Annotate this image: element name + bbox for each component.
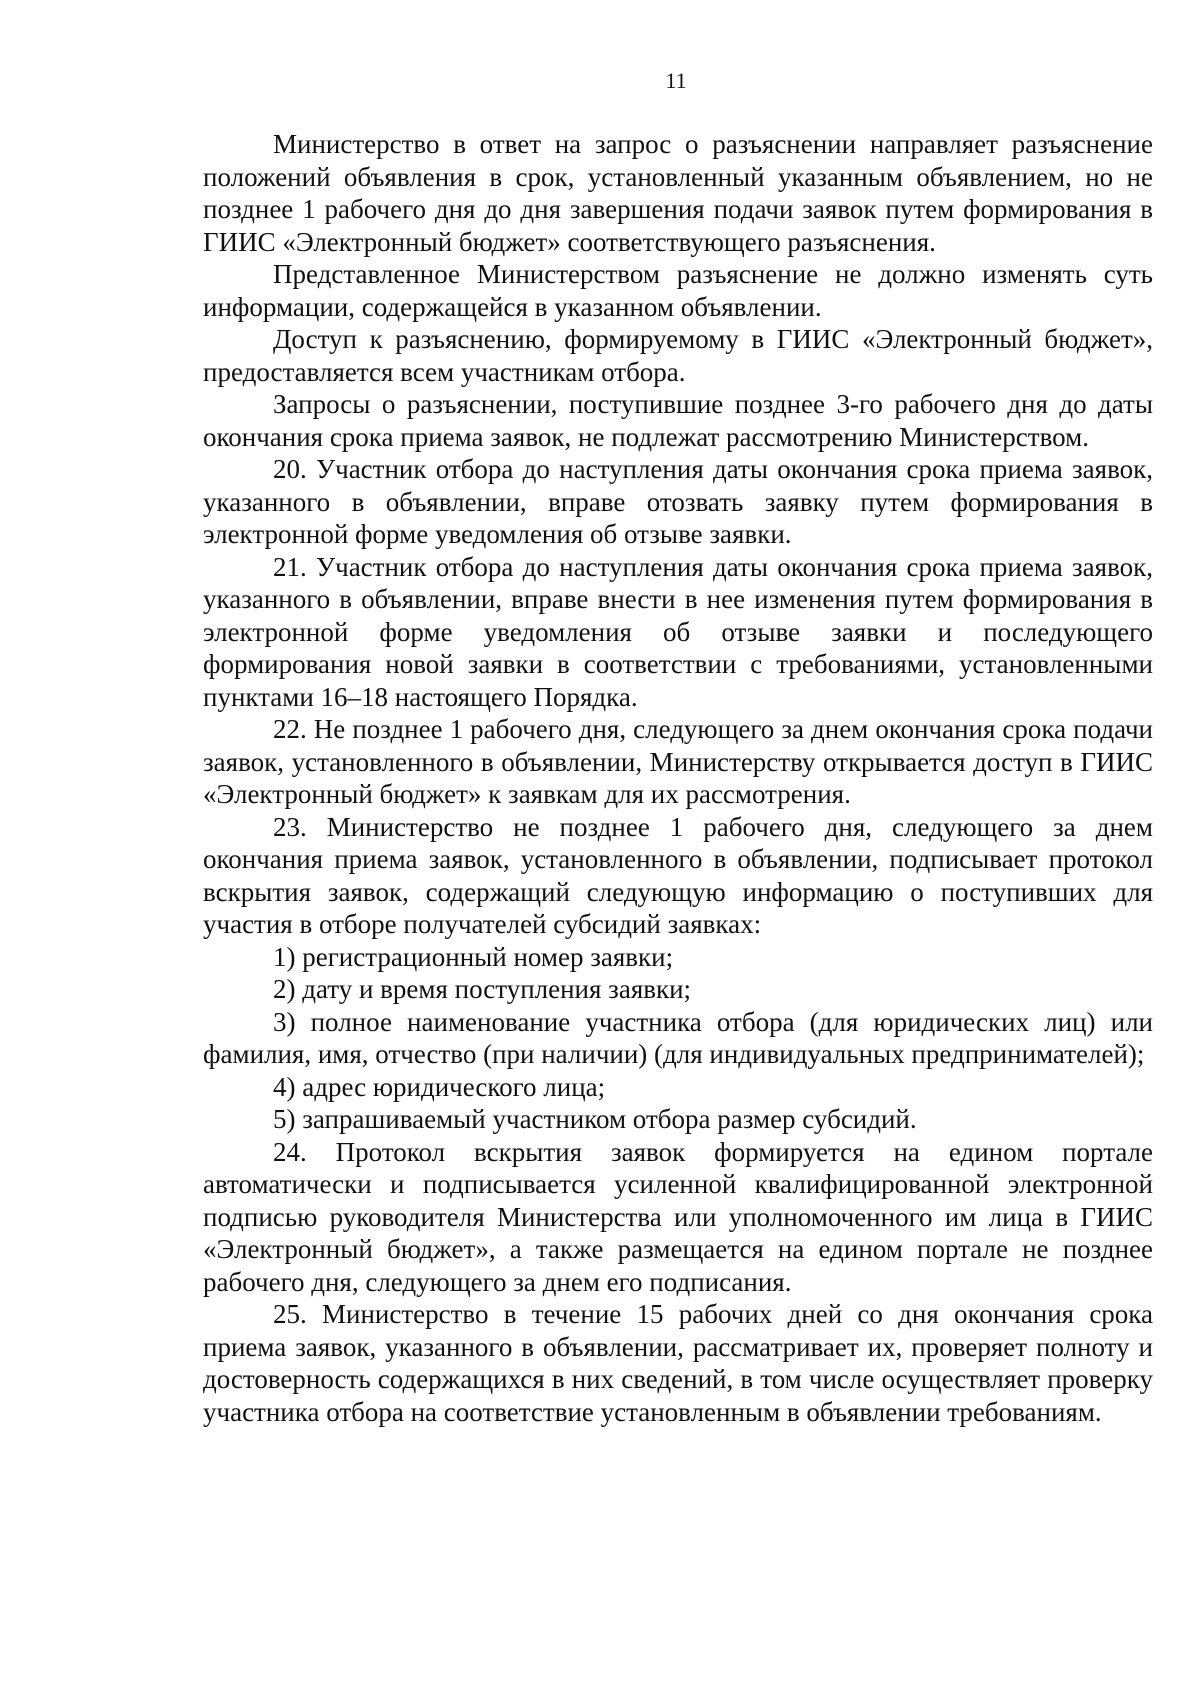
clause-23-item-2: 2) дату и время поступления заявки; xyxy=(273,974,692,1004)
clause-23-item-3: 3) полное наименование участника отбора (для юридических лиц) или фамилия, имя, отчество (при наличии) (для индивидуальных предпринимателей); xyxy=(203,1006,1153,1069)
clause-20: 20. Участник отбора до наступления даты окончания срока приема заявок, указанного в объявлении, вправе отозвать заявку путем формирования в электронной форме уведомления об отзыве заявки. xyxy=(203,454,1153,549)
clause-23-item-1: 1) регистрационный номер заявки; xyxy=(273,941,674,972)
clause-23-item-4: 4) адрес юридического лица; xyxy=(273,1071,606,1102)
page-number: 11 xyxy=(665,68,687,93)
document-body xyxy=(203,128,1153,1428)
clause-23: 23. Министерство не позднее 1 рабочего дня, следующего за днем окончания приема заявок, установленного в объявлении, подписывает протокол вскрытия заявок, содержащий следующую информацию о поступивших для участия в отборе получателей субсидий заявках: xyxy=(203,811,1153,939)
paragraph-clarification-content: Представленное Министерством разъяснение не должно изменять суть информации, содержащейся в указанном объявлении. xyxy=(203,259,1153,322)
clause-21: 21. Участник отбора до наступления даты окончания срока приема заявок, указанного в объявлении, вправе внести в нее изменения путем формирования в электронной форме уведомления об отзыве заявки и последующего формирования новой заявки в соответствии с требованиями, установленными пунктами 16–18 настоящего Порядка. xyxy=(203,551,1153,712)
paragraph-clarification-response: Министерство в ответ на запрос о разъяснении направляет разъяснение положений объявления в срок, установленный указанным объявлением, но не позднее 1 рабочего дня до дня завершения подачи заявок путем формирования в ГИИС «Электронный бюджет» соответствующего разъяснения. xyxy=(203,129,1153,257)
clause-24: 24. Протокол вскрытия заявок формируется на едином портале автоматически и подписывается усиленной квалифицированной электронной подписью руководителя Министерства или уполномоченного им лица в ГИИС «Электронный бюджет», а также размещается на едином портале не позднее рабочего дня, следующего за днем его подписания. xyxy=(203,1136,1153,1297)
paragraph-clarification-access: Доступ к разъяснению, формируемому в ГИИС «Электронный бюджет», предоставляется всем участникам отбора. xyxy=(203,324,1153,387)
paragraph-late-requests: Запросы о разъяснении, поступившие позднее 3-го рабочего дня до даты окончания срока приема заявок, не подлежат рассмотрению Министерством. xyxy=(203,389,1153,452)
clause-23-item-5: 5) запрашиваемый участником отбора размер субсидий. xyxy=(273,1104,917,1134)
clause-25: 25. Министерство в течение 15 рабочих дней со дня окончания срока приема заявок, указанного в объявлении, рассматривает их, проверяет полноту и достоверность содержащихся в них сведений, в том числе осуществляет проверку участника отбора на соответствие установленным в объявлении требованиям. xyxy=(203,1299,1153,1427)
clause-22: 22. Не позднее 1 рабочего дня, следующего за днем окончания срока подачи заявок, установленного в объявлении, Министерству открывается доступ в ГИИС «Электронный бюджет» к заявкам для их рассмотрения. xyxy=(203,714,1153,809)
